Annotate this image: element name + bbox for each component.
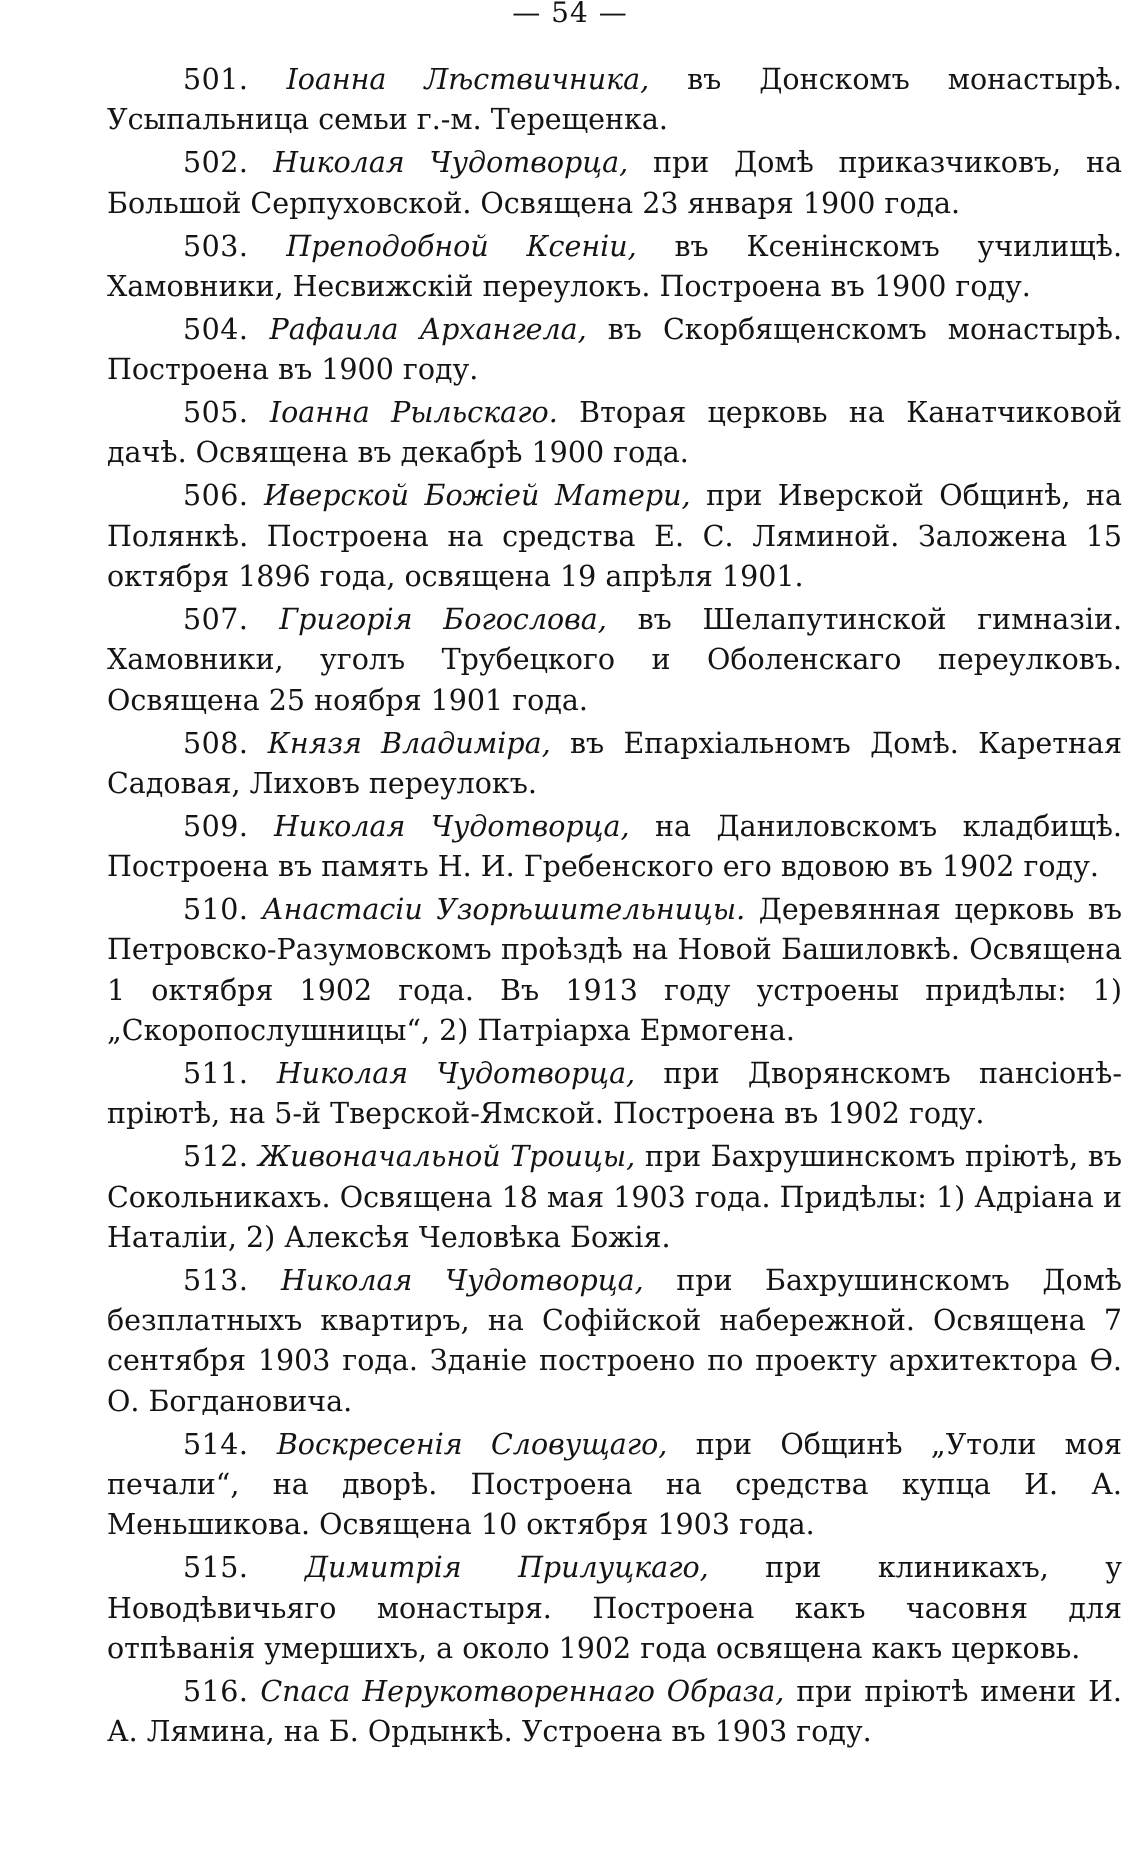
page-number: — 54 — [512, 0, 628, 29]
entry-number: 509. [183, 809, 249, 843]
entry-number: 507. [183, 602, 249, 636]
entry-title: Преподобной Ксеніи, [286, 229, 637, 263]
entry-description: при Дворянскомъ пансіонѣ-пріютѣ, на 5-й Тверской-Ямской. Построена въ 1902 году. [107, 1057, 1122, 1131]
entry-description: Вторая церковь на Канатчиковой дачѣ. Освящена въ декабрѣ 1900 года. [107, 396, 1123, 470]
church-entry [107, 1548, 1122, 1669]
church-entry [107, 393, 1122, 474]
church-entry [107, 807, 1122, 888]
entry-title: Воскресенія Словущаго, [276, 1427, 668, 1461]
entry-title: Рафаила Архангела, [269, 312, 587, 346]
entry-description: при пріютѣ имени И. А. Лямина, на Б. Ордынкѣ. Устроена въ 1903 году. [107, 1674, 1122, 1749]
entry-number: 516. [183, 1674, 249, 1708]
church-entry [107, 143, 1122, 224]
entry-list [107, 60, 1122, 1755]
entry-description: при Иверской Общинѣ, на Полянкѣ. Построена на средства Е. С. Ляминой. Заложена 15 октября 1896 года, освящена 19 апрѣля 1901. [107, 479, 1122, 593]
entry-number: 515. [183, 1551, 249, 1585]
entry-number: 505. [183, 396, 249, 430]
church-entry [107, 476, 1122, 597]
entry-number: 514. [183, 1427, 249, 1461]
entry-description: въ Шелапутинской гимназіи. Хамовники, уголъ Трубецкого и Оболенскаго переулковъ. Освящена 25 ноября 1901 года. [107, 602, 1123, 717]
church-entry [107, 1137, 1122, 1258]
entry-title: Николая Чудотворца, [276, 1057, 636, 1090]
entry-description: въ Епархіальномъ Домѣ. Каретная Садовая, Лиховъ переулокъ. [107, 726, 1122, 800]
entry-number: 508. [183, 726, 249, 760]
entry-number: 501. [183, 63, 249, 96]
church-entry [107, 1054, 1122, 1135]
entry-description: на Даниловскомъ кладбищѣ. Построена въ память Н. И. Гребенского его вдовою въ 1902 году. [107, 809, 1122, 884]
entry-title: Иверской Божіей Матери, [263, 479, 691, 513]
church-entry [107, 60, 1122, 141]
entry-number: 513. [183, 1263, 249, 1297]
entry-number: 504. [183, 312, 249, 346]
entry-title: Григорія Богослова, [279, 602, 607, 636]
church-entry [107, 1425, 1122, 1546]
entry-number: 511. [183, 1057, 249, 1090]
entry-description: въ Скорбященскомъ монастырѣ. Построена въ 1900 году. [107, 312, 1123, 387]
entry-title: Николая Чудотворца, [273, 809, 630, 843]
church-entry [107, 724, 1122, 805]
church-entry [107, 890, 1122, 1051]
entry-title: Анастасіи Узорѣшительницы. [262, 893, 746, 927]
church-entry [107, 310, 1122, 391]
entry-title: Живоначальной Троицы, [258, 1140, 636, 1174]
entry-title: Іоанна Лѣствичника, [286, 63, 650, 96]
entry-number: 512. [183, 1140, 249, 1174]
entry-title: Николая Чудотворца, [281, 1263, 644, 1297]
entry-number: 502. [183, 146, 249, 180]
entry-description: въ Донскомъ монастырѣ. Усыпальница семьи г.-м. Терещенка. [107, 63, 1122, 137]
entry-description: при клиникахъ, у Новодѣвичьяго монастыря. Построена какъ часовня для отпѣванія умершихъ, а около 1902 года освящена какъ церковь. [107, 1551, 1122, 1665]
church-entry [107, 227, 1122, 308]
entry-title: Николая Чудотворца, [273, 146, 629, 180]
entry-description: Деревянная церковь въ Петровско-Разумовскомъ проѣздѣ на Новой Башиловкѣ. Освящена 1 октября 1902 года. Въ 1913 году устроены придѣлы: 1) „Скоропослушницы“, 2) Патріарха Ермогена. [107, 893, 1123, 1048]
entry-title: Князя Владиміра, [267, 726, 551, 760]
entry-title: Спаса Нерукотвореннаго Образа, [260, 1674, 785, 1708]
entry-title: Димитрія Прилуцкаго, [304, 1551, 709, 1585]
entry-number: 503. [183, 229, 249, 263]
church-entry [107, 600, 1122, 721]
church-entry [107, 1672, 1122, 1753]
church-entry [107, 1261, 1122, 1422]
entry-description: при Общинѣ „Утоли моя печали“, на дворѣ. Построена на средства купца И. А. Меньшикова. Освящена 10 октября 1903 года. [107, 1427, 1122, 1542]
entry-description: при Бахрушинскомъ пріютѣ, въ Сокольникахъ. Освящена 18 мая 1903 года. Придѣлы: 1) Адріана и Наталіи, 2) Алексѣя Человѣка Божія. [107, 1140, 1123, 1254]
entry-title: Іоанна Рыльскаго. [269, 396, 558, 430]
entry-number: 506. [183, 479, 249, 513]
entry-description: въ Ксенінскомъ училищѣ. Хамовники, Несвижскій переулокъ. Построена въ 1900 году. [107, 229, 1123, 303]
entry-description: при Бахрушинскомъ Домѣ безплатныхъ квартиръ, на Софійской набережной. Освящена 7 сентября 1903 года. Зданіе построено по проекту архитектора Ѳ. О. Богдановича. [107, 1263, 1122, 1418]
entry-number: 510. [183, 893, 249, 927]
entry-description: при Домѣ приказчиковъ, на Большой Серпуховской. Освящена 23 января 1900 года. [107, 146, 1122, 220]
